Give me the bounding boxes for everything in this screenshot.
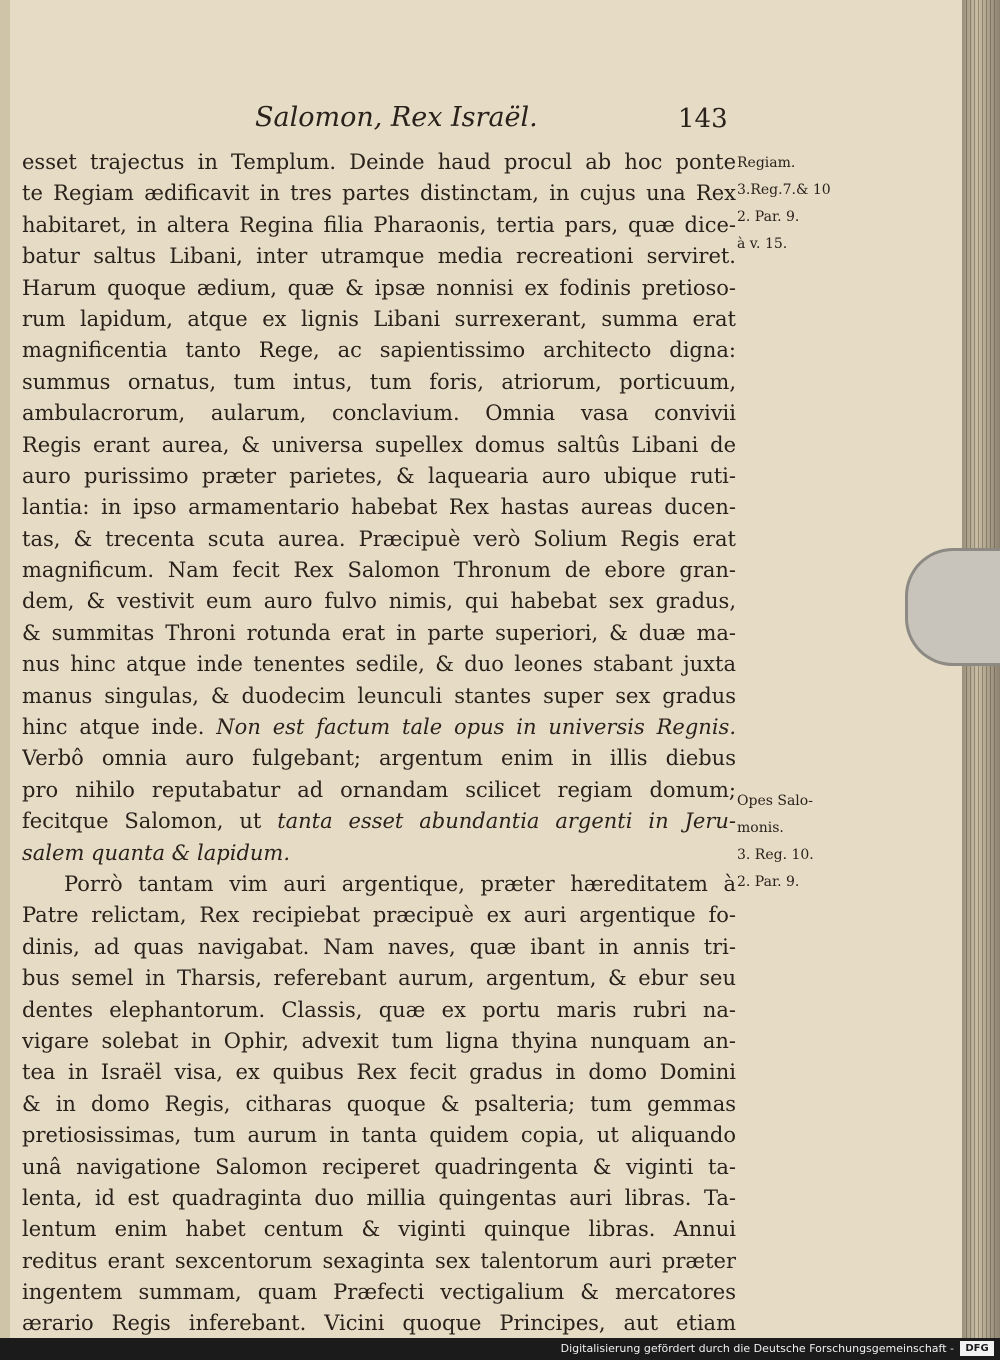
text-line: bus semel in Tharsis, referebant aurum, argentum, & ebur seu [22, 966, 736, 991]
page-edges [966, 0, 996, 1338]
text-line: rum lapidum, atque ex lignis Libani surrexerant, summa erat [22, 306, 736, 331]
text-line: magnificum. Nam fecit Rex Salomon Thronum de ebore gran- [22, 558, 736, 583]
text-line-with-italic: hinc atque inde. Non est factum tale opus in universis Regnis. [22, 715, 736, 740]
footer-bar [0, 1338, 1000, 1360]
text-line: auro purissimo præter parietes, & laquearia auro ubique ruti- [22, 463, 736, 488]
text-line: & in domo Regis, citharas quoque & psalteria; tum gemmas [22, 1091, 736, 1116]
margin-note-line: à v. 15. [737, 236, 788, 252]
dfg-logo: DFG [960, 1341, 994, 1356]
text-line: te Regiam ædificavit in tres partes distinctam, in cujus una Rex [22, 181, 736, 206]
text-line: reditus erant sexcentorum sexaginta sex talentorum auri præter [22, 1248, 736, 1273]
margin-note-line: Regiam. [737, 155, 796, 171]
text-line: summus ornatus, tum intus, tum foris, atriorum, porticuum, [22, 369, 736, 394]
text-line: nus hinc atque inde tenentes sedile, & duo leones stabant juxta [22, 652, 736, 677]
italic-phrase: tanta esset abundantia argenti in Jeru- [277, 809, 736, 834]
text-line: tea in Israël visa, ex quibus Rex fecit gradus in domo Domini [22, 1060, 736, 1085]
margin-note-line: 3. Reg. 10. [737, 847, 814, 863]
text-line: esset trajectus in Templum. Deinde haud procul ab hoc ponte [22, 150, 736, 174]
text-line: dem, & vestivit eum auro fulvo nimis, qui habebat sex gradus, [22, 589, 736, 614]
page-number: 143 [678, 104, 728, 134]
italic-phrase: Non est factum tale opus in universis Regnis. [216, 715, 736, 740]
margin-note-line: 2. Par. 9. [737, 209, 800, 225]
text-line: ingentem summam, quam Præfecti vectigalium & mercatores [22, 1280, 736, 1305]
running-title: Salomon, Rex Israël. [255, 102, 538, 133]
italic-phrase: salem quanta & lapidum. [22, 840, 290, 865]
margin-note-opes [737, 788, 814, 896]
text-line-with-italic [22, 838, 736, 869]
text-line: Harum quoque ædium, quæ & ipsæ nonnisi ex fodinis pretioso- [22, 275, 736, 300]
text-line: Patre relictam, Rex recipiebat præcipuè ex auri argentique fo- [22, 903, 736, 928]
text-line: pretiosissimas, tum aurum in tanta quidem copia, ut aliquando [22, 1123, 736, 1148]
text-line: lantia: in ipso armamentario habebat Rex hastas aureas ducen- [22, 495, 736, 520]
page-header [0, 100, 968, 140]
text-line: habitaret, in altera Regina filia Pharaonis, tertia pars, quæ dice- [22, 212, 736, 237]
margin-note-line: Opes Salo- [737, 793, 813, 809]
text-line: lentum enim habet centum & viginti quinque libras. Annui [22, 1217, 736, 1242]
margin-note-line: 3.Reg.7.& 10 [737, 182, 831, 198]
footer-credit: Digitalisierung gefördert durch die Deutsche Forschungsgemeinschaft - [560, 1342, 954, 1355]
text-line: dentes elephantorum. Classis, quæ ex portu maris rubri na- [22, 997, 736, 1022]
margin-note-regiam [737, 150, 831, 258]
text-line: batur saltus Libani, inter utramque media recreationi serviret. [22, 244, 736, 269]
text-line: lenta, id est quadraginta duo millia quingentas auri libras. Ta- [22, 1185, 736, 1210]
text-line: tas, & trecenta scuta aurea. Præcipuè verò Solium Regis erat [22, 526, 736, 551]
text-line: unâ navigatione Salomon reciperet quadringenta & viginti ta- [22, 1154, 736, 1179]
text-line: vigare solebat in Ophir, advexit tum ligna thyina nunquam an- [22, 1028, 736, 1053]
paragraph-start-line: Porrò tantam vim auri argentique, præter hæreditatem à [64, 871, 736, 896]
text-line: dinis, ad quas navigabat. Nam naves, quæ ibant in annis tri- [22, 934, 736, 959]
main-text [22, 147, 736, 1338]
text-line-with-italic: fecitque Salomon, ut tanta esset abundantia argenti in Jeru- [22, 809, 736, 834]
text-line: ærario Regis inferebant. Vicini quoque Principes, aut etiam [22, 1311, 736, 1336]
text-line: Regis erant aurea, & universa supellex domus saltûs Libani de [22, 432, 736, 457]
page-clip [905, 548, 1000, 666]
text-line: & summitas Throni rotunda erat in parte superiori, & duæ ma- [22, 620, 736, 645]
text-line: ambulacrorum, aularum, conclavium. Omnia vasa convivii [22, 401, 736, 426]
margin-note-line: monis. [737, 820, 784, 836]
text-line: magnificentia tanto Rege, ac sapientissimo architecto digna: [22, 338, 736, 363]
text-line: Verbô omnia auro fulgebant; argentum enim in illis diebus [22, 746, 736, 771]
text-line: manus singulas, & duodecim leunculi stantes super sex gradus [22, 683, 736, 708]
margin-note-line: 2. Par. 9. [737, 874, 800, 890]
text-line: pro nihilo reputabatur ad ornandam scilicet regiam domum; [22, 777, 736, 802]
